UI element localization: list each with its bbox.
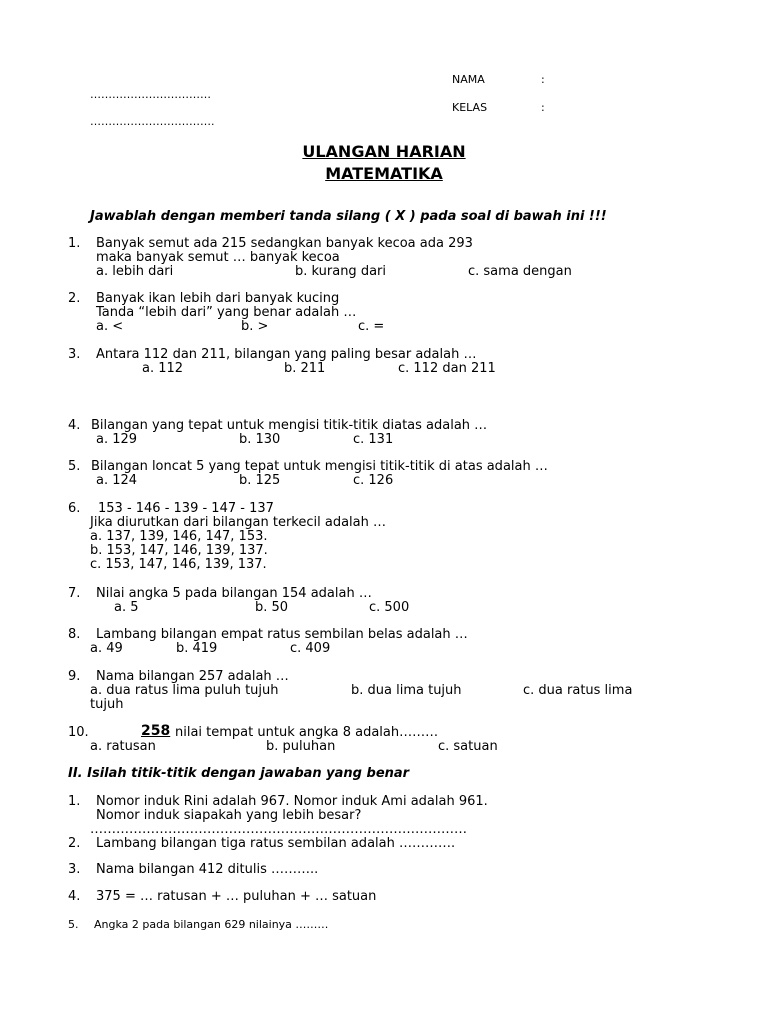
q4-option-c: c. 131	[353, 432, 394, 447]
q1-line-2: maka banyak semut … banyak kecoa	[96, 250, 340, 265]
q9-line-1: Nama bilangan 257 adalah …	[96, 669, 289, 684]
q1-number: 1.	[68, 236, 81, 251]
q10-option-b: b. puluhan	[266, 739, 336, 754]
q3-option-b: b. 211	[284, 361, 326, 376]
title-line-2: MATEMATIKA	[325, 164, 443, 183]
q2-option-b: b. >	[241, 319, 269, 334]
q1-line-1: Banyak semut ada 215 sedangkan banyak kecoa ada 293	[96, 236, 473, 251]
q2-line-1: Banyak ikan lebih dari banyak kucing	[96, 291, 340, 306]
title-line-1: ULANGAN HARIAN	[302, 142, 466, 161]
q10-line-1: nilai tempat untuk angka 8 adalah………	[175, 725, 439, 740]
q5-option-a: a. 124	[96, 473, 138, 488]
q5-line-1: Bilangan loncat 5 yang tepat untuk mengisi titik-titik di atas adalah …	[91, 459, 548, 474]
q6-line-1: 153 - 146 - 139 - 147 - 137	[98, 501, 274, 516]
s2-q5-number: 5.	[68, 918, 79, 931]
q7-option-c: c. 500	[369, 600, 410, 615]
s2-q4-line-1: 375 = … ratusan + … puluhan + … satuan	[96, 889, 377, 904]
q10-number: 10.	[68, 725, 89, 740]
q3-number: 3.	[68, 347, 81, 362]
q10-number-258: 258	[141, 723, 171, 739]
q10-option-a: a. ratusan	[90, 739, 156, 754]
q10-option-c: c. satuan	[438, 739, 498, 754]
q1-option-c: c. sama dengan	[468, 264, 572, 279]
q8-line-1: Lambang bilangan empat ratus sembilan belas adalah …	[96, 627, 468, 642]
q3-option-a: a. 112	[142, 361, 184, 376]
kelas-dots: …………………………….	[90, 115, 215, 128]
s2-q1-line-1: Nomor induk Rini adalah 967. Nomor induk Ami adalah 961.	[96, 794, 488, 809]
q7-number: 7.	[68, 586, 81, 601]
q1-option-b: b. kurang dari	[295, 264, 386, 279]
q9-number: 9.	[68, 669, 81, 684]
q4-number: 4.	[68, 418, 81, 433]
q8-number: 8.	[68, 627, 81, 642]
kelas-colon: :	[541, 101, 545, 114]
q3-option-c: c. 112 dan 211	[398, 361, 496, 376]
section2-heading: II. Isilah titik-titik dengan jawaban yang benar	[68, 766, 410, 781]
q3-line-1: Antara 112 dan 211, bilangan yang paling besar adalah …	[96, 347, 477, 362]
q1-option-a: a. lebih dari	[96, 264, 174, 279]
q9-option-c-cont: tujuh	[90, 697, 124, 712]
q7-line-1: Nilai angka 5 pada bilangan 154 adalah …	[96, 586, 372, 601]
q8-option-c: c. 409	[290, 641, 331, 656]
q5-option-c: c. 126	[353, 473, 394, 488]
q7-option-b: b. 50	[255, 600, 289, 615]
q5-option-b: b. 125	[239, 473, 281, 488]
section1-instruction: Jawablah dengan memberi tanda silang ( X ) pada soal di bawah ini !!!	[90, 209, 607, 224]
q9-option-b: b. dua lima tujuh	[351, 683, 462, 698]
q6-option-b: b. 153, 147, 146, 139, 137.	[90, 543, 268, 558]
kelas-label: KELAS	[452, 101, 488, 114]
q2-number: 2.	[68, 291, 81, 306]
s2-q2-line-1: Lambang bilangan tiga ratus sembilan adalah ………….	[96, 836, 456, 851]
nama-dots: ……………………………	[90, 88, 211, 101]
nama-colon: :	[541, 73, 545, 86]
s2-q1-line-2: Nomor induk siapakah yang lebih besar?	[96, 808, 362, 823]
q5-number: 5.	[68, 459, 81, 474]
q7-option-a: a. 5	[114, 600, 139, 615]
s2-q3-number: 3.	[68, 862, 81, 877]
q2-option-a: a. <	[96, 319, 124, 334]
q9-option-a: a. dua ratus lima puluh tujuh	[90, 683, 279, 698]
s2-q1-number: 1.	[68, 794, 81, 809]
q2-option-c: c. =	[358, 319, 385, 334]
s2-q4-number: 4.	[68, 889, 81, 904]
q9-option-c: c. dua ratus lima	[523, 683, 633, 698]
q6-number: 6.	[68, 501, 81, 516]
s2-q2-number: 2.	[68, 836, 81, 851]
q4-option-b: b. 130	[239, 432, 281, 447]
s2-q5-line-1: Angka 2 pada bilangan 629 nilainya ………	[94, 918, 329, 931]
s2-q1-answer-dots: ……………………………………………………………………………	[90, 822, 467, 837]
nama-label: NAMA	[452, 73, 485, 86]
q2-line-2: Tanda “lebih dari” yang benar adalah …	[96, 305, 357, 320]
q8-option-a: a. 49	[90, 641, 123, 656]
q8-option-b: b. 419	[176, 641, 218, 656]
q6-option-a: a. 137, 139, 146, 147, 153.	[90, 529, 268, 544]
q4-line-1: Bilangan yang tepat untuk mengisi titik-titik diatas adalah …	[91, 418, 488, 433]
q4-option-a: a. 129	[96, 432, 138, 447]
q6-option-c: c. 153, 147, 146, 139, 137.	[90, 557, 267, 572]
q6-line-2: Jika diurutkan dari bilangan terkecil adalah …	[90, 515, 386, 530]
s2-q3-line-1: Nama bilangan 412 ditulis ………..	[96, 862, 319, 877]
